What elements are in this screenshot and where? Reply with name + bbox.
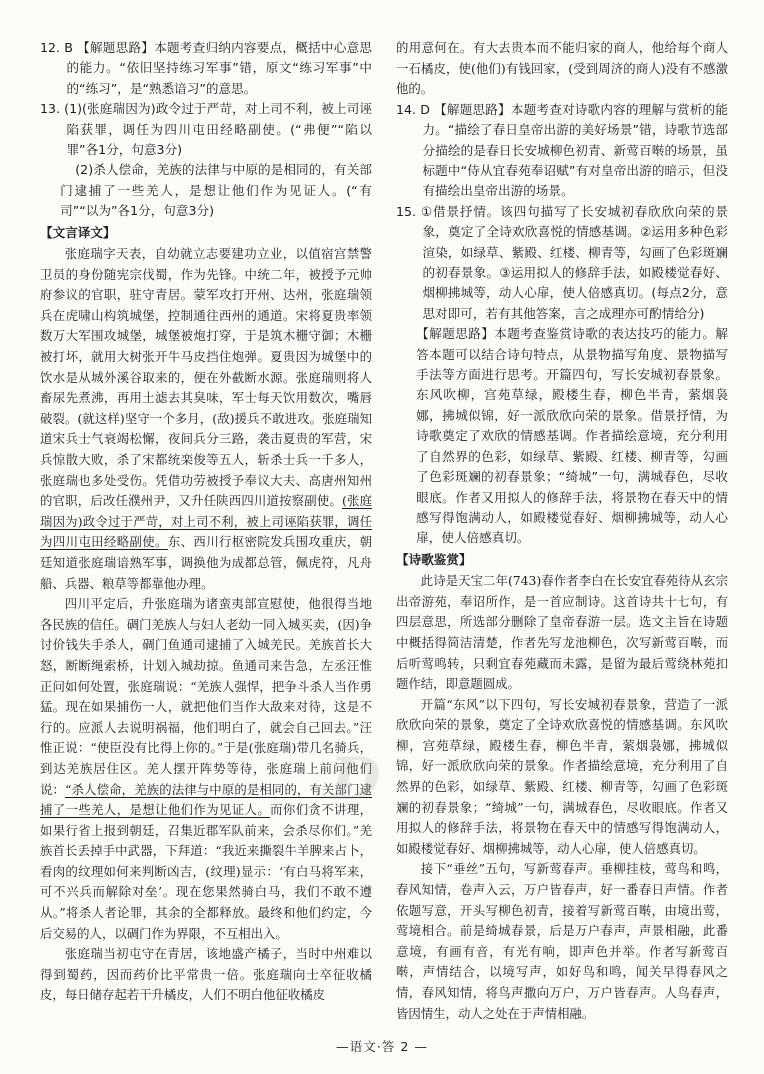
poem-paragraph-1: 此诗是天宝二年(743)春作者李白在长安宜春苑待从玄宗出帝游苑，奉诏所作，是一首应制诗。这首诗共十七句，有四层意思，所选部分删除了皇帝春游一层。选文主旨在诗题中概括得简洁清楚，作者先写龙池柳色，次写新莺百啭，而后听莺鸣转，只剩宜春苑藏而未露，是留为最后莺绕林苑扣题作结，即意题圆成。 xyxy=(396,573,728,692)
left-column xyxy=(40,38,372,1006)
translation-paragraph-1: 张庭瑞字天表，自幼就立志要建功立业，以值宿宫禁警卫员的身份随宪宗伐蜀，作为先锋。中统二年，被授予元帅府参议的官职，驻守青居。蒙军攻打开州、达州，张庭瑞领兵在虎啸山构筑城堡，控制通往西州的通道。宋将夏贵率领数万大军围攻城堡，城堡被炮打穿，于是筑木栅守御；木栅被打坏，就用大树张开牛马皮挡住炮弹。夏贵因为城堡中的饮水是从城外溪谷取来的，便在外截断水源。张庭瑞则将人畜尿先煮沸，再用土滤去其臭味，军士每天饮用数次，嘴唇破裂。(就这样)坚守一个多月，(敌)援兵不敢进攻。张庭瑞知道宋兵士气衰竭松懈，夜间兵分三路，袭击夏贵的军营，宋兵惊散大败，杀了宋都统栾俊等五人，斩杀士兵一千多人，张庭瑞也多处受伤。凭借功劳被授予奉议大夫、高唐州知州的官职，后改任濮州尹，又升任陕西四川道按察副使。(张庭瑞因为)政令过于严苛，对上司不利，被上司诬陷获罪，调任为四川屯田经略副使。东、西川行枢密院发兵围攻重庆，朝廷知道张庭瑞谙熟军事，调换他为成都总管，佩虎符，凡舟船、兵器、粮草等都靠他办理。 xyxy=(40,246,372,591)
answer-12: 12. B 【解题思路】本题考查归纳内容要点，概括中心意思的能力。“依旧坚持练习军事”错，原文“练习军事”中的“练习”，是“熟悉谙习”的意思。 xyxy=(40,40,372,96)
translation-paragraph-3-continued: 的用意何在。有大去贵本而不能归家的商人，他给每个商人一石橘皮，使(他们)有钱回家，(受到周济的商人)没有不感激他的。 xyxy=(396,40,728,97)
answer-15: 15. ①借景抒情。该四句描写了长安城初春欣欣向荣的景象，奠定了全诗欢欣喜悦的情感基调。②运用多种色彩渲染，如绿草、紫殿、红楼、柳青等，勾画了色彩斑斓的初春景象。③运用拟人的修辞手法，如殿楼觉春好、烟柳拂城等，动人心扉，使人倍感真切。(每点2分，意思对即可，若有其他答案，言之成理亦可酌情给分) xyxy=(396,203,728,321)
poem-paragraph-2: 开篇“东风”以下四句，写长安城初春景象，营造了一派欣欣向荣的景象，奠定了全诗欢欣喜悦的情感基调。东风吹柳，宫苑草绿，殿楼生春，柳色半青，萦烟袅娜，拂城似锦，好一派欣欣向荣的景象。作者描绘意境，充分利用了自然界的色彩，如绿草、紫殿、红楼、柳青等，勾画了色彩斑斓的初春景象；“绮城”一句，满城春色，尽收眼底。作者又用拟人的修辞手法，将景物在春天中的情感写得饱满动人，如殿楼觉春好、烟柳拂城等，动人心扉，使人倍感真切。 xyxy=(396,696,728,856)
answer-15-thought: 【解题思路】本题考查鉴赏诗歌的表达技巧的能力。解答本题可以结合诗句特点，从景物描写角度、景物描写手法等方面进行思考。开篇四句，写长安城初春景象。东风吹柳，宫苑草绿，殿楼生春，柳色半青，萦烟袅娜，拂城似锦，好一派欣欣向荣的景象。借景抒情，为诗歌奠定了欢欣的情感基调。作者描绘意境，充分利用了自然界的色彩，如绿草、紫殿、红楼、柳青等，勾画了色彩斑斓的初春景象；“绮城”一句，满城春色，尽收眼底。作者又用拟人的修辞手法，将景物在春天中的情感写得饱满动人，如殿楼觉春好、烟柳拂城等，动人心扉，使人倍感真切。 xyxy=(416,326,728,546)
underlined-sentence-2: “杀人偿命，羌族的法律与中原的是相同的，有关部门逮捕了一些羌人，是想让他们作为见证人。 xyxy=(40,781,373,818)
answer-13-2: (2)杀人偿命，羌族的法律与中原的是相同的，有关部门逮捕了一些羌人，是想让他们作为见证人。(“有司”“以为”各1分，句意3分) xyxy=(60,162,372,219)
watermark-logo: D xyxy=(330,745,381,813)
right-column xyxy=(396,38,728,1024)
answer-13-1: 13. (1)(张庭瑞因为)政令过于严苛，对上司不利，被上司诬陷获罪，调任为四川屯田经略副使。(“弗便”“陷以罪”各1分，句意3分) xyxy=(40,101,372,158)
answer-14: 14. D 【解题思路】本题考查对诗歌内容的理解与赏析的能力。“描绘了春日皇帝出游的美好场景”错，诗歌节选部分描绘的是春日长安城柳色初青、新莺百啭的场景，虽标题中“侍从宜春苑奉诏赋”有对皇帝出游的暗示，但没有描绘出皇帝出游的场景。 xyxy=(396,101,728,199)
translation-paragraph-3: 张庭瑞当初屯守在青居，该地盛产橘子，当时中州难以得到蜀药，因而药价比平常贵一倍。张庭瑞向士卒征收橘皮，每日储存起若干升橘皮，人们不明白他征收橘皮 xyxy=(40,946,372,1003)
page-footer: —语文·答 2 — xyxy=(336,1039,428,1054)
section-heading-poem: 【诗歌鉴赏】 xyxy=(396,551,472,567)
section-heading-translation: 【文言译文】 xyxy=(40,224,116,240)
poem-paragraph-3: 接下“垂丝”五句，写新莺春声。垂柳挂枝，莺鸟和鸣，春风知情，卷声入云，万户皆春声，好一番春日声情。作者依题写意，开头写柳色初青，接着写新莺百啭，由境出莺，莺境相合。前是绮城春景，后是万户春声，声景相融，此番意境，有画有音，有光有响，即声色并举。作者写新莺百啭，声情结合，以境写声，如好鸟和鸣，闻关早得春风之情，春风知情，将鸟声撒向万户，万户皆春声。人鸟春声，皆因情生，动人之处在于声情相融。 xyxy=(396,861,728,1021)
translation-paragraph-2: 四川平定后，升张庭瑞为诸蛮夷部宣慰使，他很得当地各民族的信任。碉门羌族人与妇人老幼一同入城买卖，(因)争讨价钱失手杀人，碉门鱼通司逮捕了入城羌民。羌族首长大怒，断断绳索桥，计划入城劫掠。鱼通司来告急，左丞汪惟正问如何处置，张庭瑞说：“羌族人强悍，把争斗杀人当作勇猛。现在如果捕伤一人，就把他们当作大敌来对待，这是不行的。应派人去说明祸福，他们明白了，就会自己回去。”汪惟正说：“使臣没有比得上你的。”于是(张庭瑞)带几名骑兵，到达羌族居住区。羌人摆开阵势等待，张庭瑞上前问他们说：“杀人偿命，羌族的法律与中原的是相同的，有关部门逮捕了一些羌人，是想让他们作为见证人。而你们贪不讲理，如果行省上报到朝廷，召集近郡军队前来，会杀尽你们。”羌族首长丢掉手中武器，下拜道：“我近来撕裂牛羊脾来占卜，看肉的纹理如何来判断凶吉，(纹理)显示：‘有白马将军来，可不兴兵而解除对垒’。现在您果然骑白马，我们不敢不遵从。”将杀人者论罪，其余的全都释放。最终和他们约定，今后交易的人，以碉门作为界限，不互相出入。 xyxy=(40,596,373,941)
underlined-sentence-1: (张庭瑞因为)政令过于严苛，对上司不利，被上司诬陷获罪，调任为四川屯田经略副使。 xyxy=(40,493,372,550)
